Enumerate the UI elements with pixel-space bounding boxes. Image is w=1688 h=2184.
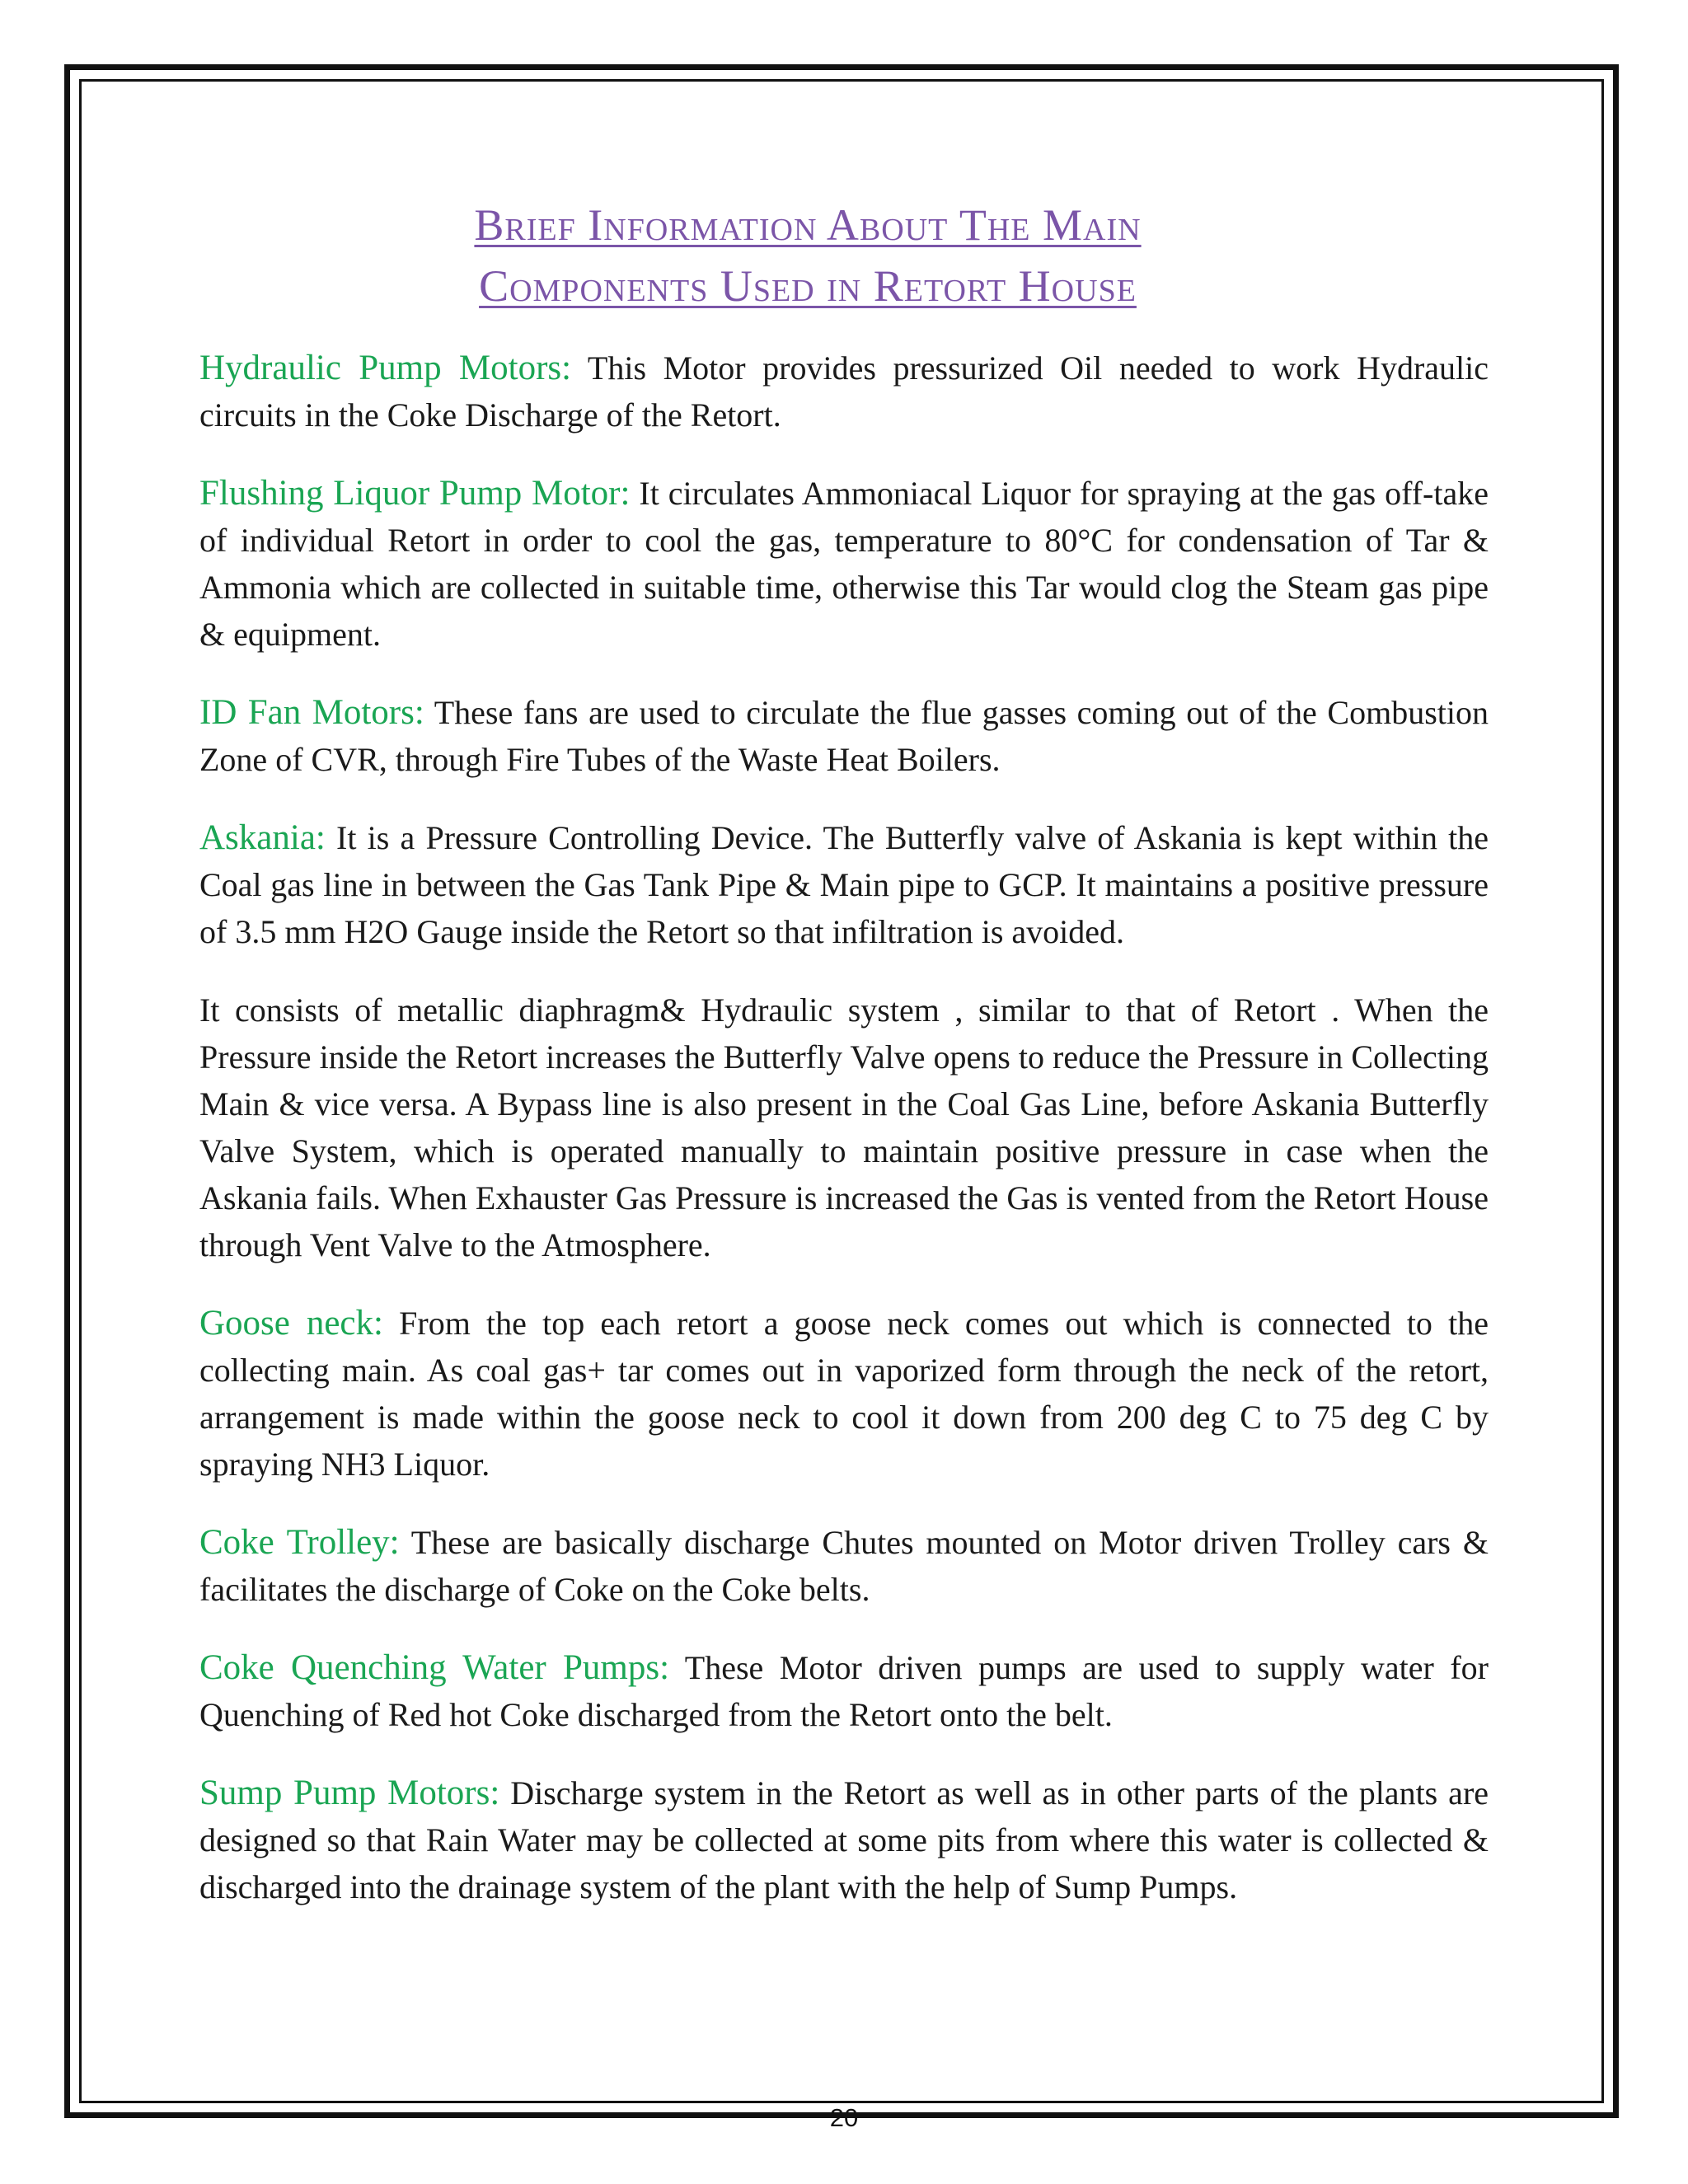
term-label: Flushing Liquor Pump Motor:	[199, 474, 631, 513]
paragraph-sump-pump-motors	[199, 1769, 1489, 1910]
term-label: Coke Trolley:	[199, 1523, 400, 1562]
paragraph-text: It circulates Ammoniacal Liquor for spraying at the gas off-take of individual Retort in order to cool the gas, temperature to 80°C for condensation of Tar & Ammonia which are collected in suitable time, otherwise this Tar would clog the Steam gas pipe & equipment.	[199, 475, 1489, 653]
paragraph-flushing-liquor-pump-motor	[199, 470, 1489, 658]
paragraph-goose-neck	[199, 1300, 1489, 1488]
paragraph-text: These Motor driven pumps are used to supply water for Quenching of Red hot Coke discharged from the Retort onto the belt.	[199, 1649, 1489, 1733]
paragraph-id-fan-motors	[199, 689, 1489, 783]
paragraph-text: Discharge system in the Retort as well as in other parts of the plants are designed so that Rain Water may be collected at some pits from where this water is collected & discharged into the drainage system of the plant with the help of Sump Pumps.	[199, 1774, 1489, 1905]
term-label: Askania:	[199, 818, 326, 857]
paragraph-text: This Motor provides pressurized Oil needed to work Hydraulic circuits in the Coke Discharge of the Retort.	[199, 349, 1489, 434]
paragraph-text: These fans are used to circulate the flue gasses coming out of the Combustion Zone of CVR, through Fire Tubes of the Waste Heat Boilers.	[199, 694, 1489, 778]
paragraph-text: It consists of metallic diaphragm& Hydraulic system , similar to that of Retort . When the Pressure inside the Retort increases the Butterfly Valve opens to reduce the Pressure in Collecting Main & vice versa. A Bypass line is also present in the Coal Gas Line, before Askania Butterfly Valve System, which is operated manually to maintain positive pressure in case when the Askania fails. When Exhauster Gas Pressure is increased the Gas is vented from the Retort House through Vent Valve to the Atmosphere.	[199, 991, 1489, 1263]
paragraph-text: From the top each retort a goose neck comes out which is connected to the collecting main. As coal gas+ tar comes out in vaporized form through the neck of the retort, arrangement is made within the goose neck to cool it down from 200 deg C to 75 deg C by spraying NH3 Liquor.	[199, 1305, 1489, 1483]
paragraph-hydraulic-pump-motors	[199, 344, 1489, 438]
paragraph-text: These are basically discharge Chutes mounted on Motor driven Trolley cars & facilitates the discharge of Coke on the Coke belts.	[199, 1524, 1489, 1608]
term-label: Goose neck:	[199, 1304, 383, 1343]
paragraph-coke-trolley	[199, 1519, 1489, 1613]
term-label: Coke Quenching Water Pumps:	[199, 1648, 670, 1687]
document-body	[199, 344, 1489, 1942]
paragraph-askania	[199, 814, 1489, 955]
term-label: ID Fan Motors:	[199, 693, 424, 732]
term-label: Sump Pump Motors:	[199, 1774, 500, 1812]
paragraph-text: It is a Pressure Controlling Device. The Butterfly valve of Askania is kept within the Coal gas line in between the Gas Tank Pipe & Main pipe to GCP. It maintains a positive pressure of 3.5 mm H2O Gauge inside the Retort so that infiltration is avoided.	[199, 819, 1489, 950]
page-title-line-1: Brief Information About The Main	[474, 200, 1142, 250]
page-number: 20	[829, 2103, 859, 2132]
term-label: Hydraulic Pump Motors:	[199, 349, 572, 387]
page-title	[198, 194, 1418, 316]
paragraph-askania-details	[199, 987, 1489, 1268]
page-title-line-2: Components Used in Retort House	[479, 261, 1137, 311]
paragraph-coke-quenching-water-pumps	[199, 1644, 1489, 1738]
